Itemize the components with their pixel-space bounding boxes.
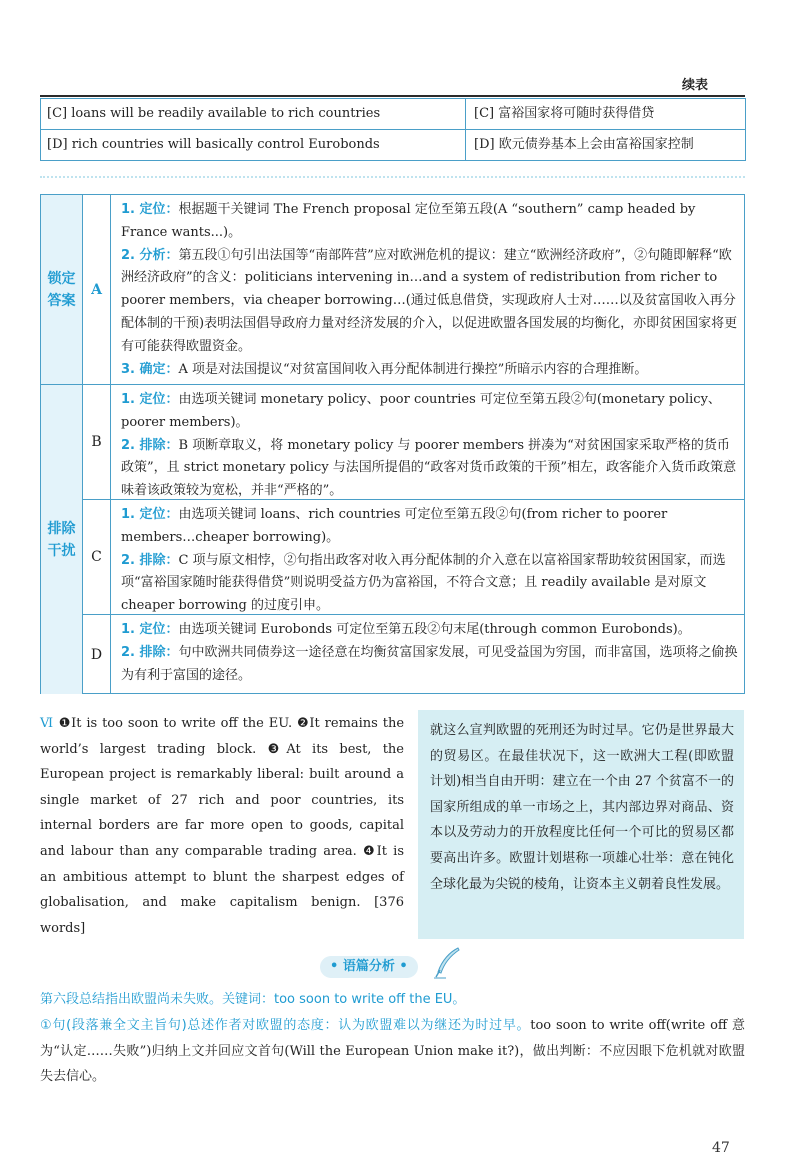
step-label: 2. 排除：: [121, 644, 179, 660]
step-text: 第五段①句引出法国等“南部阵营”应对欧洲危机的提议：建立“欧洲经济政府”，②句随即解释“欧洲经济政府”的含义：politicians intervening in…and a system of redistribution from richer to poorer members，via cheaper borrowing…(通过低息借贷，实现政府人士对……以及贫富国收入再分配体制的干预)表明法国倡导政府力量对经济发展的介入，以促进欧盟各国发展的均衡化，亦即贫困国家将更有可能获得欧盟资金。: [121, 247, 738, 354]
sentence-number: ❸: [267, 741, 287, 757]
category-exclude-line1: 排除: [47, 520, 76, 537]
option-row-c: [40, 98, 746, 130]
option-c-en: [C] loans will be readily available to rich countries: [47, 106, 381, 121]
top-rule: [40, 95, 745, 97]
discourse-detail: [40, 1013, 745, 1090]
step-label: 1. 定位：: [121, 622, 179, 637]
option-c-zh: [C] 富裕国家将可随时获得借贷: [465, 99, 745, 129]
analysis-a-item-2: [121, 245, 738, 359]
analysis-content-a: [111, 195, 744, 384]
analysis-d-item-1: [121, 619, 738, 642]
answer-letter-b: B: [83, 385, 111, 499]
category-locked-answer: [41, 195, 83, 384]
analysis-b-item-2: [121, 435, 738, 503]
sentence-text: It is too soon to write off the EU.: [71, 716, 293, 731]
discourse-summary: 第六段总结指出欧盟尚未失败。关键词：too soon to write off the EU。: [40, 992, 466, 1007]
analysis-a-item-3: [121, 359, 738, 382]
sentence-number: ❷: [297, 716, 310, 731]
continue-label: 续表: [682, 78, 709, 93]
analysis-c-item-1: [121, 504, 738, 550]
page-number: 47: [712, 1140, 730, 1156]
category-exclude-line2: 干扰: [47, 542, 76, 559]
analysis-b-item-1: [121, 389, 738, 435]
sentence-number: ❹: [362, 843, 377, 859]
step-text: 由选项关键词 Eurobonds 可定位至第五段②句末尾(through common Eurobonds)。: [178, 622, 691, 637]
step-label: 3. 确定：: [121, 361, 179, 377]
step-text: A 项是对法国提议“对贫富国间收入再分配体制进行操控”所暗示内容的合理推断。: [178, 361, 648, 377]
option-row-d: [40, 129, 746, 161]
option-d-en: [D] rich countries will basically control Eurobonds: [47, 137, 380, 152]
analysis-d-item-2: [121, 642, 738, 688]
answer-analysis-table: [40, 194, 745, 694]
analysis-content-b: [111, 385, 744, 499]
category-locked-line1: 锁定: [47, 270, 76, 287]
category-exclude-distractors: [41, 385, 83, 694]
step-text: 由选项关键词 monetary policy、poor countries 可定位至第五段②句(monetary policy、poorer members)。: [121, 392, 721, 430]
step-label: 2. 排除：: [121, 437, 179, 453]
dotted-divider: [40, 176, 745, 178]
step-label: 2. 分析：: [121, 247, 179, 263]
step-text: 根据题干关键词 The French proposal 定位至第五段(A “southern” camp headed by France wants...)。: [121, 202, 696, 240]
discourse-analysis-heading: • 语篇分析 •: [320, 956, 418, 978]
answer-letter-a: A: [83, 195, 111, 384]
sentence-text: It is an ambitious attempt to blunt the sharpest edges of globalisation, and make capitalism benign.: [40, 843, 405, 911]
step-text: C 项与原文相悖，②句指出政客对收入再分配体制的介入意在以富裕国家帮助较贫困国家，而选项“富裕国家随时能获得借贷”则说明受益方仍为富裕国，不符合文意；且 readily available 是对原文 cheaper borrowing 的过度引申。: [121, 552, 726, 614]
step-text: B 项断章取义，将 monetary policy 与 poorer members 拼凑为“对贫困国家采取严格的货币政策”，且 strict monetary policy 与法国所提倡的“政客对货币政策的干预”相左，政客能介入货币政策意味着该政策较为宽松，并非“严格的”。: [121, 437, 737, 499]
step-label: 2. 排除：: [121, 552, 179, 568]
sentence-text: It remains the world’s largest trading block.: [40, 716, 405, 757]
step-text: 句中欧洲共同债券这一途径意在均衡贫富国家发展，可见受益国为穷国，而非富国，选项将之偷换为有利于富国的途径。: [121, 644, 738, 683]
step-label: 1. 定位：: [121, 392, 179, 407]
paragraph-six-english: [40, 711, 404, 941]
answer-letter-d: D: [83, 615, 111, 694]
paragraph-roman-numeral: Ⅵ: [40, 716, 54, 731]
translation-box: 就这么宣判欧盟的死刑还为时过早。它仍是世界最大的贸易区。在最佳状况下，这一欧洲大工程(即欧盟计划)相当自由开明：建立在一个由 27 个贫富不一的国家所组成的单一市场之上，其内部边界对商品、资本以及劳动力的开放程度比任何一个可比的贸易区都要高出许多。欧盟计划堪称一项雄心壮举：意在钝化全球化最为尖锐的棱角，让资本主义朝着良性发展。: [418, 710, 744, 939]
quill-pen-icon: [432, 946, 462, 980]
step-label: 1. 定位：: [121, 202, 179, 217]
analysis-content-c: [111, 500, 744, 614]
analysis-c-item-2: [121, 550, 738, 618]
word-count: [376 words]: [40, 895, 404, 936]
answer-letter-c: C: [83, 500, 111, 614]
sentence-text: At its best, the European project is remarkably liberal: built around a single market of 27 rich and poor countries, its internal borders are far more open to goods, capital and labour than any comparable trading area.: [40, 741, 405, 859]
discourse-detail-lead: ①句(段落兼全文主旨句)总述作者对欧盟的态度：认为欧盟难以为继还为时过早。: [40, 1018, 531, 1033]
step-label: 1. 定位：: [121, 507, 179, 522]
analysis-content-d: [111, 615, 744, 694]
discourse-detail-rest: too soon to write off(write off 意为“认定……失败”)归纳上文并回应文首句(Will the European Union make it?)，做出判断：不应因眼下危机就对欧盟失去信心。: [40, 1018, 745, 1085]
analysis-a-item-1: [121, 199, 738, 245]
step-text: 由选项关键词 loans、rich countries 可定位至第五段②句(from richer to poorer members…cheaper borrowing)。: [121, 507, 668, 545]
sentence-number: ❶: [58, 716, 72, 731]
option-d-zh: [D] 欧元债券基本上会由富裕国家控制: [465, 130, 745, 160]
category-locked-line2: 答案: [47, 292, 76, 309]
